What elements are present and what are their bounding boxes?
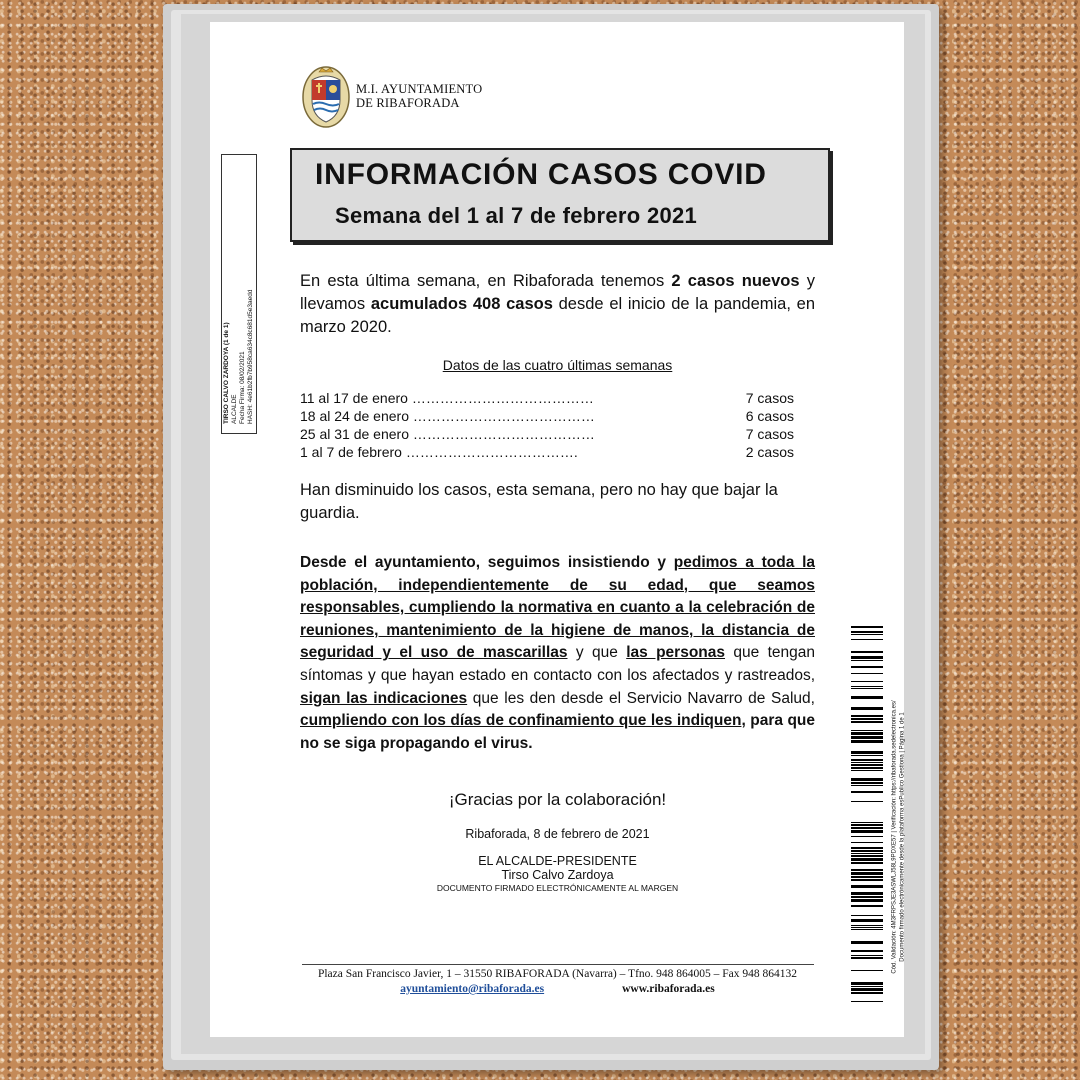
barcode-bar: [851, 696, 883, 699]
verification-line-2: Documento firmado electrónicamente desde la plataforma esPublico Gestiona | Página 1 de 1: [899, 712, 905, 962]
barcode-bar: [851, 718, 883, 720]
barcode-bar: [851, 915, 883, 916]
barcode-bar: [851, 892, 883, 895]
barcode-bar: [851, 847, 883, 849]
barcode-bar: [851, 740, 883, 743]
barcode-bar: [851, 707, 883, 710]
appeal-paragraph: [300, 552, 815, 755]
barcode-bar: [851, 988, 883, 991]
barcode-bar: [851, 850, 883, 852]
barcode-bar: [851, 639, 883, 640]
barcode-bar: [851, 730, 883, 731]
barcode-bar: [851, 791, 883, 793]
barcode-bar: [851, 879, 883, 881]
org-line-2: DE RIBAFORADA: [356, 96, 460, 110]
weekly-table: [300, 389, 794, 461]
weekly-table-title: Datos de las cuatro últimas semanas: [442, 357, 673, 373]
appeal-quarantine: cumpliendo con los días de confinamiento que les indiquen: [300, 712, 742, 730]
footer-email-link[interactable]: ayuntamiento@ribaforada.es: [400, 983, 545, 995]
barcode-bar: [851, 919, 883, 922]
barcode-bar: [851, 986, 883, 987]
barcode-icon: [851, 626, 883, 1002]
barcode-bar: [851, 876, 883, 878]
barcode-bar: [851, 732, 883, 735]
verification-line-1: Cód. Validación: 4M3FRPSJE3ASWLJ58L9PDXE57 | Verificación: https://ribaforada.sedelectronica.es/: [891, 700, 898, 974]
barcode-bar: [851, 759, 883, 761]
barcode-bar: [851, 764, 883, 766]
barcode-bar: [851, 681, 883, 682]
stamp-date: Fecha Firma: 08/02/2021: [239, 351, 246, 424]
barcode-bar: [851, 855, 883, 857]
barcode-bar: [851, 656, 883, 659]
barcode-bar: [851, 715, 883, 717]
stamp-signer: TIRSO CALVO ZARDOYA (1 de 1): [223, 322, 230, 424]
intro-text-1: En esta última semana, en Ribaforada tenemos: [300, 272, 672, 290]
table-row: [300, 389, 794, 407]
barcode-bar: [851, 751, 883, 754]
table-row: [300, 407, 794, 425]
appeal-text-1: Desde el ayuntamiento, seguimos insistiendo y: [300, 554, 674, 571]
barcode-bar: [851, 869, 883, 871]
barcode-bar: [851, 950, 883, 952]
signer-note: DOCUMENTO FIRMADO ELECTRÓNICAMENTE AL MARGEN: [436, 883, 679, 893]
barcode-bar: [851, 872, 883, 875]
footer-address: Plaza San Francisco Javier, 1 – 31550 RIBAFORADA (Navarra) – Tfno. 948 864005 – Fax 948 864132: [317, 968, 798, 980]
intro-paragraph: [300, 270, 815, 339]
barcode-bar: [851, 929, 883, 930]
intro-new-cases: 2 casos nuevos: [671, 272, 800, 290]
barcode-bar: [851, 970, 883, 971]
appeal-text-5: , para que no se siga propagando el virus.: [300, 712, 816, 752]
barcode-bar: [851, 778, 883, 781]
barcode-bar: [851, 634, 883, 635]
barcode-bar: [851, 927, 883, 928]
intro-accumulated-cases: acumulados 408 casos: [370, 295, 553, 313]
barcode-bar: [851, 899, 883, 902]
barcode-bar: [851, 626, 883, 628]
barcode-bar: [851, 666, 883, 668]
signature-stamp: [221, 154, 257, 434]
signer-role: EL ALCALDE-PRESIDENTE: [478, 854, 637, 868]
week-period: 1 al 7 de febrero ……………………………….: [300, 444, 578, 460]
appeal-people: las personas: [626, 644, 726, 662]
barcode-bar: [851, 830, 883, 833]
footer-web[interactable]: www.ribaforada.es: [622, 983, 715, 995]
week-period: 18 al 24 de enero …………………………………: [300, 408, 595, 424]
coat-of-arms-icon: [302, 66, 350, 128]
barcode-bar: [851, 827, 883, 829]
week-cases: 7 casos: [745, 390, 794, 406]
barcode-bar: [851, 896, 883, 898]
barcode-bar: [851, 801, 883, 802]
barcode-bar: [851, 842, 883, 843]
barcode-bar: [851, 836, 883, 837]
table-row: [300, 425, 794, 443]
document-page: [210, 22, 904, 1037]
signer-block: [300, 854, 815, 894]
week-period: 11 al 17 de enero …………………………………: [300, 390, 594, 406]
barcode-bar: [851, 862, 883, 864]
barcode-bar: [851, 736, 883, 739]
footer: [300, 967, 815, 997]
place-date: Ribaforada, 8 de febrero de 2021: [465, 827, 650, 841]
barcode-bar: [851, 853, 883, 854]
appeal-request: pedimos a toda la población, independientemente de su edad, que seamos responsables, cumpliendo la normativa en cuanto a la celebración de reuniones, mantenimiento de la higiene de manos, la distancia de seguridad y el uso de mascarillas: [300, 554, 815, 662]
barcode-bar: [851, 755, 883, 756]
barcode-bar: [851, 782, 883, 784]
barcode-bar: [851, 982, 883, 985]
week-period: 25 al 31 de enero …………………………………: [300, 426, 595, 442]
verification-text: [890, 672, 908, 1002]
footer-divider: [302, 964, 814, 965]
signer-name: Tirso Calvo Zardoya: [501, 868, 614, 882]
barcode-bar: [851, 1001, 883, 1002]
stamp-role: ALCALDE: [231, 394, 238, 424]
appeal-follow: sigan las indicaciones: [300, 689, 468, 707]
appeal-text-2: y que: [567, 644, 627, 662]
barcode-bar: [851, 905, 883, 907]
barcode-bar: [851, 721, 883, 723]
barcode-bar: [851, 688, 883, 689]
week-cases: 7 casos: [745, 426, 794, 442]
barcode-bar: [851, 957, 883, 959]
intro-text-3: desde el inicio de la pandemia, en marzo 2020.: [300, 295, 816, 336]
title-box: [290, 148, 830, 242]
week-cases: 6 casos: [745, 408, 794, 424]
thanks-message: ¡Gracias por la colaboración!: [448, 790, 667, 809]
stamp-hash: HASH: 4e61b2fb7b958ca634c8c681d5e3aedd: [247, 289, 254, 424]
barcode-bar: [851, 767, 883, 769]
barcode-bar: [851, 885, 883, 888]
barcode-bar: [851, 785, 883, 786]
organization-name: [356, 82, 482, 110]
barcode-bar: [851, 762, 883, 763]
appeal-text-3: que tengan síntomas y que hayan estado en contacto con los afectados y rastreados,: [300, 644, 815, 684]
table-row: [300, 443, 794, 461]
barcode-bar: [851, 822, 883, 823]
barcode-bar: [851, 925, 883, 926]
barcode-bar: [851, 631, 883, 633]
week-cases: 2 casos: [745, 444, 794, 460]
intro-text-2: y llevamos: [300, 272, 815, 313]
barcode-bar: [851, 858, 883, 861]
trend-paragraph: Han disminuido los casos, esta semana, pero no hay que bajar la guardia.: [300, 481, 778, 522]
barcode-bar: [851, 770, 883, 771]
barcode-bar: [851, 824, 883, 826]
barcode-bar: [851, 686, 883, 687]
appeal-text-4: que les den desde el Servicio Navarro de Salud,: [467, 689, 815, 707]
barcode-bar: [851, 941, 883, 944]
barcode-bar: [851, 660, 883, 661]
org-line-1: M.I. AYUNTAMIENTO: [356, 82, 483, 96]
barcode-bar: [851, 992, 883, 994]
barcode-bar: [851, 651, 883, 653]
barcode-bar: [851, 673, 883, 674]
page-title: INFORMACIÓN CASOS COVID: [315, 158, 767, 191]
page-subtitle: Semana del 1 al 7 de febrero 2021: [335, 203, 698, 228]
barcode-bar: [851, 955, 883, 956]
